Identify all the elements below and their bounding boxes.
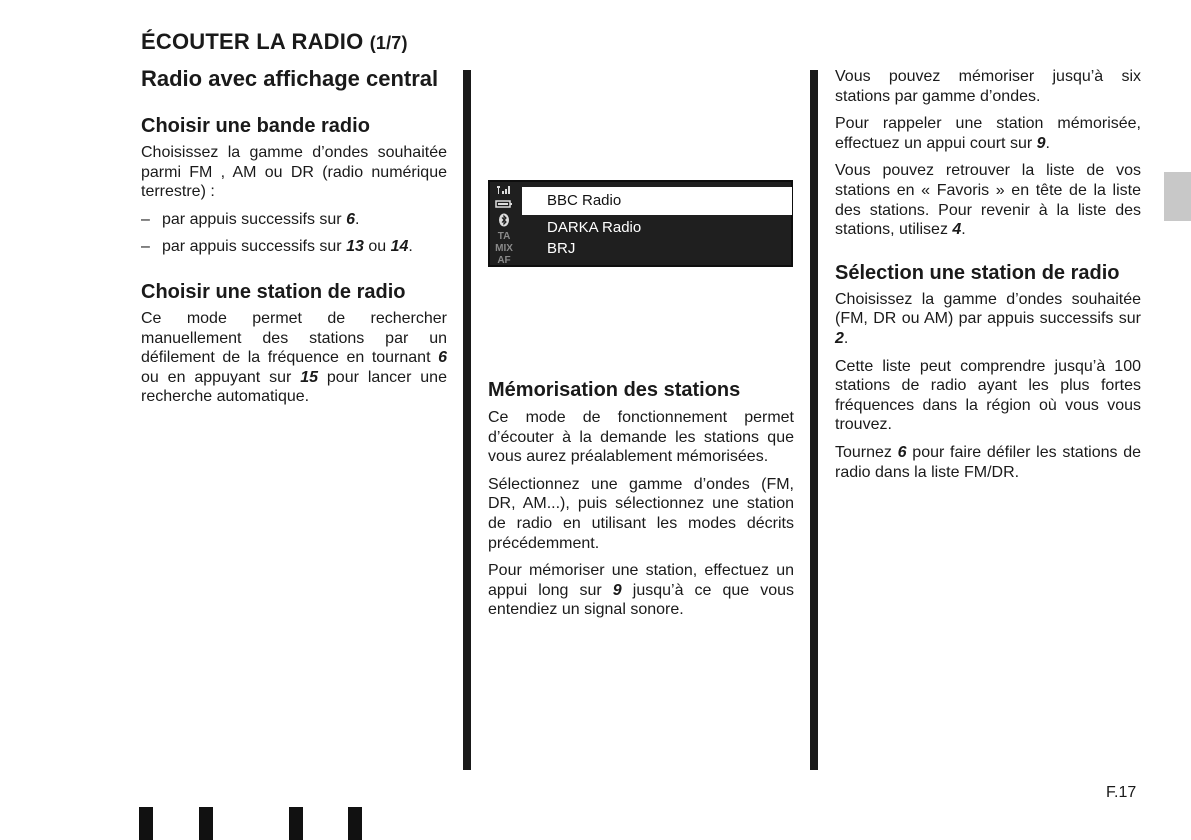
paragraph: Ce mode permet de rechercher manuellement des stations par un défilement de la fréquence en tournant 6 ou en appuyant sur 15 pour lancer une recherche automatique. [141, 309, 447, 406]
subsection-title: Choisir une station de radio [141, 280, 406, 303]
section-heading: Radio avec affichage central [141, 66, 439, 91]
print-mark [289, 807, 303, 840]
paragraph: Pour mémoriser une station, effectuez un appui long sur 9 jusqu’à ce que vous entendiez un signal sonore. [488, 562, 795, 619]
paragraph: Vous pouvez retrouver la liste de vos stations en « Favoris » en tête de la liste des stations. Pour revenir à la liste des stations, utilisez 4. [835, 162, 1141, 239]
battery-icon [493, 199, 515, 213]
page-number: F.17 [1106, 784, 1137, 801]
list-item: – par appuis successifs sur 13 ou 14. [141, 238, 413, 256]
print-mark [348, 807, 362, 840]
mix-indicator: MIX [495, 243, 513, 254]
page-title-part: (1/7) [369, 33, 408, 53]
right-column [835, 67, 1141, 490]
paragraph: Ce mode de fonctionnement permet d’écouter à la demande les stations que vous aurez préalablement mémorisées. [488, 409, 794, 466]
print-mark [139, 807, 153, 840]
station-item-selected: BBC Radio [522, 187, 792, 215]
middle-column [488, 379, 794, 628]
station-item: BRJ [547, 240, 576, 257]
paragraph: Choisissez la gamme d’ondes souhaitée (FM, DR ou AM) par appuis successifs sur 2. [835, 290, 1141, 347]
dash: – [141, 238, 150, 256]
print-mark [199, 807, 213, 840]
dash: – [141, 210, 150, 228]
page-title: ÉCOUTER LA RADIO (1/7) [141, 29, 408, 54]
paragraph: Vous pouvez mémoriser jusqu’à six stations par gamme d’ondes. [835, 68, 1141, 105]
paragraph: Choisissez la gamme d’ondes souhaitée parmi FM , AM ou DR (radio numérique terrestre) : [141, 144, 447, 201]
paragraph: Tournez 6 pour faire défiler les stations de radio dans la liste FM/DR. [835, 443, 1142, 481]
bluetooth-icon [493, 213, 515, 231]
station-list [522, 187, 792, 259]
signal-icon [493, 185, 515, 199]
column-divider [810, 70, 818, 770]
paragraph: Cette liste peut comprendre jusqu’à 100 stations de radio ayant les plus fortes fréquences dans la région où vous vous trouvez. [835, 357, 1141, 434]
ta-indicator: TA [497, 231, 511, 242]
subsection-title: Choisir une bande radio [141, 115, 370, 137]
radio-display [488, 180, 793, 267]
left-column [141, 67, 447, 415]
station-item: DARKA Radio [547, 219, 642, 236]
subsection-title: Sélection une station de radio [835, 261, 1120, 284]
paragraph: Sélectionnez une gamme d’ondes (FM, DR, AM...), puis sélectionnez une station de radio en utilisant les modes décrits précédemment. [488, 475, 794, 552]
column-divider [463, 70, 471, 770]
subsection-title: Mémorisation des stations [488, 379, 741, 401]
section-tab [1164, 172, 1191, 221]
display-status-icons [493, 185, 515, 265]
af-indicator: AF [497, 255, 511, 266]
list-item: – par appuis successifs sur 6. [141, 210, 360, 228]
paragraph: Pour rappeler une station mémorisée, effectuez un appui court sur 9. [835, 115, 1141, 152]
